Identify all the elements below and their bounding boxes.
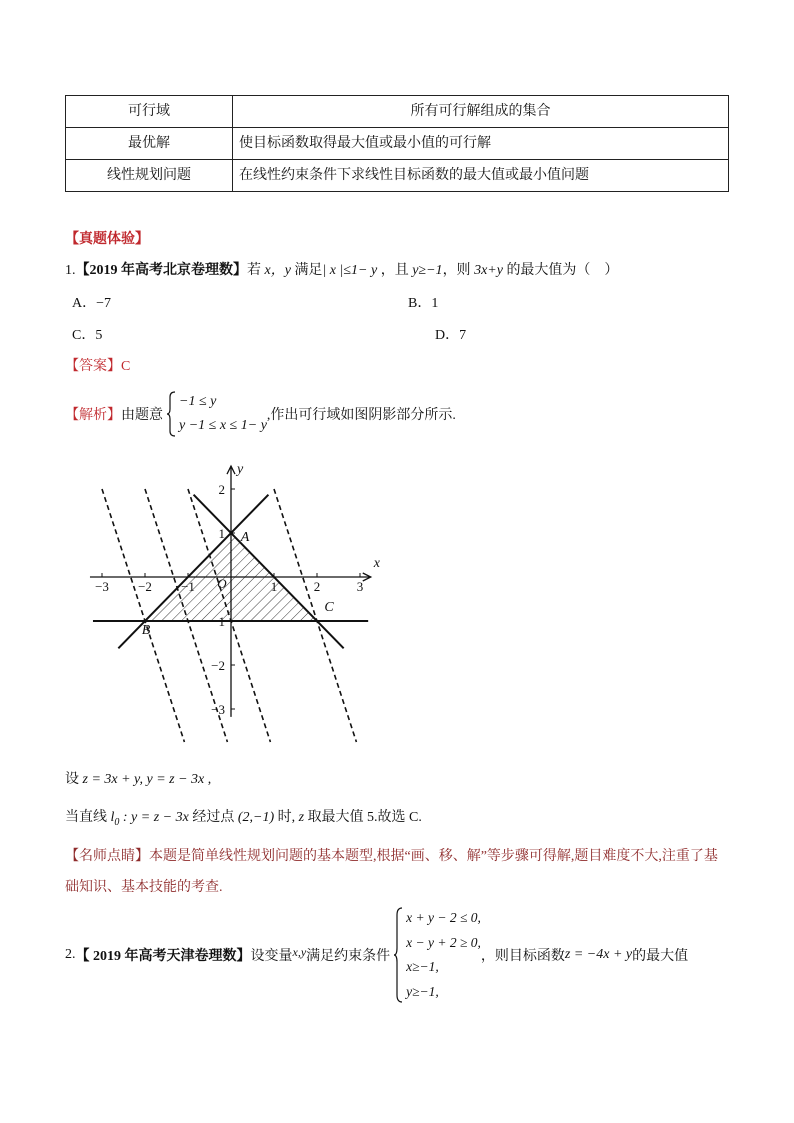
x-tick-label: 2 <box>313 579 321 594</box>
term-cell: 线性规划问题 <box>66 160 233 192</box>
x-axis-label: x <box>373 556 380 571</box>
question-number: 1. <box>65 263 76 278</box>
y-tick-label: 2 <box>218 482 225 497</box>
origin-label: O <box>217 576 227 591</box>
solution-text: 设 <box>65 772 83 787</box>
definition-cell: 所有可行解组成的集合 <box>233 96 729 128</box>
option-a: A．−7 <box>72 296 112 311</box>
stem-text: 设变量 <box>250 949 293 964</box>
answer-line <box>65 357 130 377</box>
left-brace-icon <box>166 391 176 437</box>
feasible-region-graph <box>85 455 385 755</box>
solution-math: z <box>298 810 305 825</box>
question-2-stem <box>65 906 688 1004</box>
question-source: 【2019 年高考北京卷理数】 <box>75 263 247 278</box>
constraint-line: −1 ≤ y <box>179 394 217 409</box>
answer-value: C <box>121 359 131 374</box>
option-b: B．1 <box>408 296 439 311</box>
definitions-table <box>65 95 729 192</box>
analysis-line <box>65 390 456 438</box>
definition-cell: 使目标函数取得最大值或最小值的可行解 <box>233 128 729 160</box>
teacher-tip <box>65 841 731 903</box>
solution-math: z = 3x + y, y = z − 3x <box>82 772 205 787</box>
point-label-c: C <box>324 600 334 615</box>
analysis-lead: 由题意 <box>121 408 163 423</box>
stem-text: ，则目标函数 <box>480 949 565 964</box>
stem-math: x,y <box>292 944 307 959</box>
solution-text: 时, <box>274 810 299 825</box>
constraint-line: y −1 ≤ x ≤ 1− y <box>179 418 267 433</box>
constraint-line: x + y − 2 ≤ 0, <box>406 910 481 925</box>
term-cell: 可行域 <box>66 96 233 128</box>
option-c: C．5 <box>72 328 103 343</box>
solution-math: : y = z − 3x <box>119 810 189 825</box>
question-1-stem <box>65 261 618 281</box>
constraint-line: x≥−1, <box>406 959 439 974</box>
y-tick-label: −1 <box>211 614 225 629</box>
x-tick-label: 3 <box>356 579 364 594</box>
stem-math: z = −4x + y <box>564 947 633 962</box>
option-d: D．7 <box>435 328 467 343</box>
stem-math: x，y <box>264 263 291 278</box>
analysis-tail: ,作出可行域如图阴影部分所示. <box>266 408 456 423</box>
term-cell: 最优解 <box>66 128 233 160</box>
x-tick-label: −3 <box>95 579 109 594</box>
question-number: 2. <box>65 947 76 962</box>
x-tick-label: −2 <box>138 579 152 594</box>
x-tick-label: 1 <box>270 579 278 594</box>
y-tick-label: −2 <box>211 658 225 673</box>
table-row <box>66 96 729 128</box>
y-tick-label: 1 <box>218 526 225 541</box>
stem-text: 的最大值 <box>632 949 689 964</box>
answer-label: 【答案】 <box>65 359 121 374</box>
table-row <box>66 160 729 192</box>
y-axis-label: y <box>237 462 244 478</box>
tip-text: 本题是简单线性规划问题的基本题型,根据“画、移、解”等步骤可得解,题目难度不大,注重了基础知识、基本技能的考查. <box>65 849 718 895</box>
constraint-system <box>176 390 267 438</box>
stem-text: 满足约束条件 <box>306 949 391 964</box>
tip-label: 【名师点睛】 <box>65 849 149 864</box>
solution-text: 当直线 <box>65 810 111 825</box>
solution-text: 经过点 <box>188 810 238 825</box>
analysis-label: 【解析】 <box>65 408 121 423</box>
stem-math: y≥−1 <box>412 263 443 278</box>
constraint-system <box>403 906 481 1004</box>
x-tick-label: −1 <box>181 579 195 594</box>
section-title: 【真题体验】 <box>65 232 149 247</box>
stem-text: 的最大值为（ ） <box>502 263 619 278</box>
solution-math: l <box>110 810 115 825</box>
constraint-line: y≥−1, <box>406 983 439 999</box>
stem-math: 3x+y <box>474 263 503 278</box>
stem-text: 若 <box>247 263 265 278</box>
y-tick-label: −3 <box>211 702 225 717</box>
axes-layer <box>90 466 371 717</box>
stem-text: ，则 <box>442 263 475 278</box>
solution-line-2 <box>65 808 422 833</box>
solution-line-1 <box>65 770 211 790</box>
point-label-b: B <box>141 623 151 638</box>
stem-text: ，且 <box>377 263 413 278</box>
definition-cell: 在线性约束条件下求线性目标函数的最大值或最小值问题 <box>233 160 729 192</box>
solution-text: 取最大值 5.故选 C. <box>304 810 422 825</box>
left-brace-icon <box>393 907 403 1003</box>
solution-math: (2,−1) <box>237 810 275 825</box>
constraint-line: x − y + 2 ≥ 0, <box>406 934 481 950</box>
stem-text: 满足 <box>290 263 323 278</box>
question-source: 【 2019 年高考天津卷理数】 <box>75 949 251 964</box>
table-row <box>66 128 729 160</box>
solution-subscript: 0 <box>114 816 120 828</box>
point-label-a: A <box>240 530 250 545</box>
stem-math: | x |≤1− y <box>322 263 378 278</box>
solution-text: , <box>204 772 212 787</box>
